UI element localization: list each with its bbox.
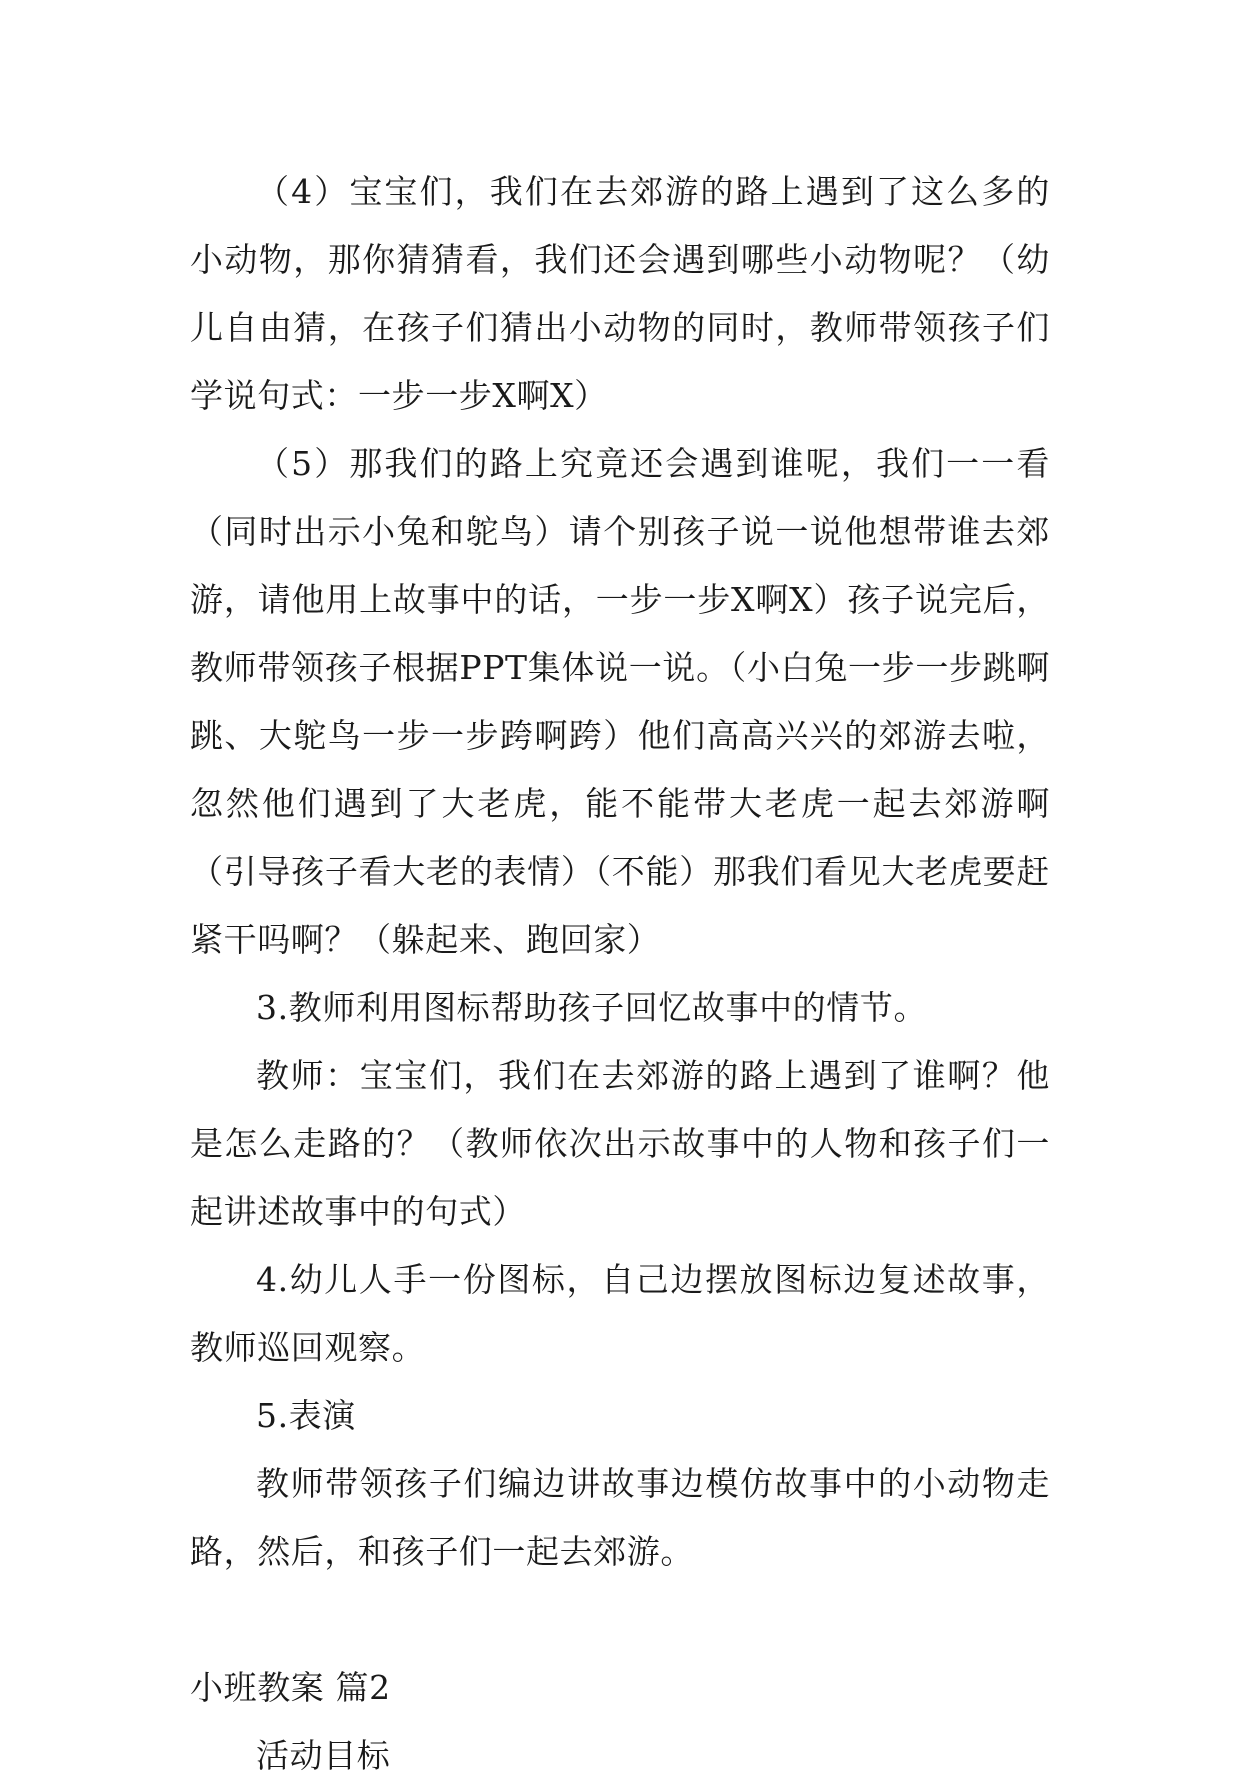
paragraph-teacher-question: 教师：宝宝们，我们在去郊游的路上遇到了谁啊？他是怎么走路的？（教师依次出示故事中的人物和孩子们一起讲述故事中的句式） bbox=[190, 1056, 1050, 1231]
paragraph-step-4: （4）宝宝们，我们在去郊游的路上遇到了这么多的小动物，那你猜猜看，我们还会遇到哪些小动物呢？（幼儿自由猜，在孩子们猜出小动物的同时，教师带领孩子们学说句式：一步一步X啊X） bbox=[190, 172, 1050, 415]
paragraph-performance: 教师带领孩子们编边讲故事边模仿故事中的小动物走路，然后，和孩子们一起去郊游。 bbox=[190, 1464, 1050, 1571]
paragraph-item-5: 5.表演 bbox=[256, 1396, 356, 1435]
paragraph-item-4: 4.幼儿人手一份图标，自己边摆放图标边复述故事，教师巡回观察。 bbox=[190, 1260, 1050, 1367]
sub-heading: 活动目标 bbox=[256, 1736, 391, 1775]
paragraph-item-3: 3.教师利用图标帮助孩子回忆故事中的情节。 bbox=[256, 988, 928, 1027]
section-heading: 小班教案 篇2 bbox=[190, 1668, 391, 1707]
paragraph-step-5: （5）那我们的路上究竟还会遇到谁呢，我们一一看（同时出示小兔和鸵鸟）请个别孩子说一说他想带谁去郊游，请他用上故事中的话，一步一步X啊X）孩子说完后，教师带领孩子根据PPT集体说一说。（小白兔一步一步跳啊跳、大鸵鸟一步一步跨啊跨）他们高高兴兴的郊游去啦，忽然他们遇到了大老虎，能不能带大老虎一起去郊游啊（引导孩子看大老的表情）（不能）那我们看见大老虎要赶紧干吗啊？（躲起来、跑回家） bbox=[190, 444, 1050, 959]
document-page bbox=[190, 158, 1050, 1790]
